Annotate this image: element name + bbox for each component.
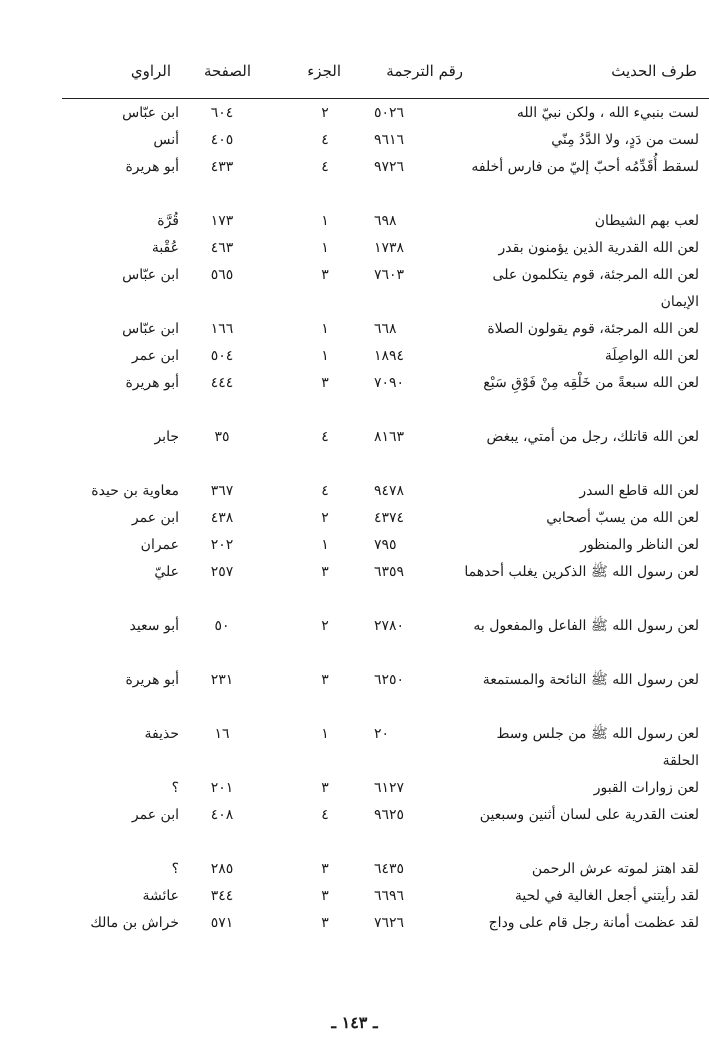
narrator-name: عُقْبة	[151, 240, 179, 256]
tarjama-number: ٧٦٢٦	[374, 915, 405, 931]
juz-number: ٢	[321, 510, 329, 526]
juz-number: ٣	[321, 780, 329, 796]
narrator-name: عليّ	[154, 564, 179, 580]
juz-number: ٤	[321, 132, 329, 148]
narrator-name: ؟	[171, 780, 179, 796]
narrator-name: ابن عمر	[131, 807, 179, 823]
tarjama-number: ٦١٢٧	[374, 780, 405, 796]
juz-number: ١	[321, 726, 329, 742]
tarjama-number: ٩٧٢٦	[374, 159, 405, 175]
narrator-name: عائشة	[142, 888, 179, 904]
hadith-text: لعن زوارات القبور	[593, 780, 699, 796]
juz-number: ٣	[321, 888, 329, 904]
narrator-name: أبو هريرة	[125, 159, 179, 175]
page-number-cell: ٣٤٤	[210, 888, 234, 904]
page-number-cell: ٥٠٤	[210, 348, 234, 364]
tarjama-number: ٩٦١٦	[374, 132, 405, 148]
header-juz: الجزء	[307, 62, 341, 80]
hadith-text: لعنت القدرية على لسان أثنين وسبعين	[479, 807, 699, 823]
page-number-cell: ١٦	[214, 726, 230, 742]
page-number-cell: ٣٦٧	[210, 483, 234, 499]
hadith-text: لقد رأيتني أجعل الغالية في لحية	[514, 888, 699, 904]
narrator-name: أنس	[153, 132, 179, 148]
narrator-name: خراش بن مالك	[90, 915, 179, 931]
narrator-name: أبو هريرة	[125, 672, 179, 688]
juz-number: ٣	[321, 915, 329, 931]
header-hadith: طرف الحديث	[611, 62, 697, 80]
tarjama-number: ٦٤٣٥	[374, 861, 405, 877]
hadith-text: لعن الله قاتلك، رجل من أمتي، يبغض	[486, 429, 699, 445]
tarjama-number: ٦٦٩٦	[374, 888, 405, 904]
narrator-name: ابن عمر	[131, 348, 179, 364]
narrator-name: ابن عبّاس	[122, 321, 179, 337]
hadith-text: لست من دَدٍ، ولا الدَّدُ مِنّي	[551, 132, 699, 148]
header-rawi: الراوي	[130, 62, 171, 80]
page-number-cell: ٤٠٨	[210, 807, 234, 823]
hadith-text: لعن الله الواصِلَة	[604, 348, 699, 364]
juz-number: ١	[321, 213, 329, 229]
hadith-text: لقد اهتز لموته عرش الرحمن	[531, 861, 699, 877]
juz-number: ٤	[321, 807, 329, 823]
tarjama-number: ٢٧٨٠	[374, 618, 405, 634]
hadith-text: لعن الله القدرية الذين يؤمنون بقدر	[498, 240, 699, 256]
tarjama-number: ٧٦٠٣	[374, 267, 405, 283]
juz-number: ١	[321, 537, 329, 553]
narrator-name: عمران	[140, 537, 179, 553]
hadith-text: لعن رسول الله ﷺ من جلس وسط الحلقة	[496, 726, 699, 769]
narrator-name: أبو سعيد	[129, 618, 179, 634]
juz-number: ٢	[321, 105, 329, 121]
page-number-cell: ٢٥٧	[210, 564, 234, 580]
tarjama-number: ٦٦٨	[374, 321, 397, 337]
juz-number: ٣	[321, 564, 329, 580]
narrator-name: ابن عبّاس	[122, 105, 179, 121]
page-number-cell: ٢٣١	[210, 672, 234, 688]
narrator-name: جابر	[154, 429, 179, 445]
juz-number: ١	[321, 321, 329, 337]
tarjama-number: ١٨٩٤	[374, 348, 405, 364]
juz-number: ٤	[321, 159, 329, 175]
hadith-text: لعب بهم الشيطان	[594, 213, 699, 229]
page-number-cell: ٥٧١	[210, 915, 234, 931]
page-number-cell: ٤٣٣	[210, 159, 234, 175]
page-number-cell: ٥٦٥	[210, 267, 234, 283]
juz-number: ٣	[321, 861, 329, 877]
tarjama-number: ٧٠٩٠	[374, 375, 405, 391]
hadith-text: لعن الله سبعةً من خَلْقِه مِنْ فَوْقِ سَبْع	[483, 375, 699, 391]
page-number-cell: ١٦٦	[210, 321, 234, 337]
hadith-text: لعن الله المرجئة، قوم يتكلمون على الإيمان	[492, 267, 699, 310]
hadith-text: لست بنبيء الله ، ولكن نبيّ الله	[516, 105, 699, 121]
narrator-name: ابن عبّاس	[122, 267, 179, 283]
hadith-text: لعن رسول الله ﷺ الفاعل والمفعول به	[473, 618, 699, 634]
hadith-text: لعن رسول الله ﷺ النائحة والمستمعة	[482, 672, 699, 688]
juz-number: ٣	[321, 375, 329, 391]
hadith-text: لعن الناظر والمنظور	[580, 537, 699, 553]
tarjama-number: ٢٠	[374, 726, 390, 742]
hadith-text: لقد عظمت أمانة رجل قام على وداج	[488, 915, 699, 931]
tarjama-number: ١٧٣٨	[374, 240, 405, 256]
juz-number: ٢	[321, 618, 329, 634]
page-number-cell: ٣٥	[214, 429, 230, 445]
header-page: الصفحة	[203, 62, 251, 80]
header-rule	[62, 98, 709, 99]
hadith-text: لعن الله المرجئة، قوم يقولون الصلاة	[487, 321, 699, 337]
hadith-text: لعن رسول الله ﷺ الذكرين يغلب أحدهما	[464, 564, 699, 580]
page-number-cell: ٤٣٨	[210, 510, 234, 526]
page-number-cell: ٢٠١	[210, 780, 234, 796]
juz-number: ٤	[321, 429, 329, 445]
header-tarjama: رقم الترجمة	[386, 62, 463, 80]
tarjama-number: ٤٣٧٤	[374, 510, 405, 526]
juz-number: ١	[321, 348, 329, 364]
narrator-name: قُرَّة	[157, 213, 179, 229]
tarjama-number: ٨١٦٣	[374, 429, 405, 445]
juz-number: ٣	[321, 267, 329, 283]
page-number-cell: ٤٤٤	[210, 375, 234, 391]
tarjama-number: ٦٢٥٠	[374, 672, 405, 688]
tarjama-number: ٩٦٢٥	[374, 807, 405, 823]
narrator-name: أبو هريرة	[125, 375, 179, 391]
juz-number: ٤	[321, 483, 329, 499]
narrator-name: ابن عمر	[131, 510, 179, 526]
page-number-cell: ٥٠	[214, 618, 230, 634]
juz-number: ٣	[321, 672, 329, 688]
page-number-cell: ١٧٣	[210, 213, 234, 229]
page-number-cell: ٤٠٥	[210, 132, 234, 148]
narrator-name: حذيفة	[144, 726, 179, 742]
hadith-text: لعن الله من يسبّ أصحابي	[546, 510, 699, 526]
narrator-name: معاوية بن حيدة	[91, 483, 179, 499]
page-number-cell: ٢٨٥	[210, 861, 234, 877]
tarjama-number: ٧٩٥	[374, 537, 397, 553]
tarjama-number: ٥٠٢٦	[374, 105, 405, 121]
hadith-text: لعن الله قاطع السدر	[579, 483, 699, 499]
page-number: ـ ١٤٣ ـ	[331, 1013, 378, 1032]
narrator-name: ؟	[171, 861, 179, 877]
tarjama-number: ٦٩٨	[374, 213, 397, 229]
tarjama-number: ٩٤٧٨	[374, 483, 405, 499]
hadith-text: لسقط أُقَدِّمُه أحبّ إليّ من فارس أخلفه	[471, 159, 699, 175]
page-number-cell: ٦٠٤	[210, 105, 234, 121]
page-number-cell: ٤٦٣	[210, 240, 234, 256]
juz-number: ١	[321, 240, 329, 256]
page-number-cell: ٢٠٢	[210, 537, 234, 553]
tarjama-number: ٦٣٥٩	[374, 564, 405, 580]
